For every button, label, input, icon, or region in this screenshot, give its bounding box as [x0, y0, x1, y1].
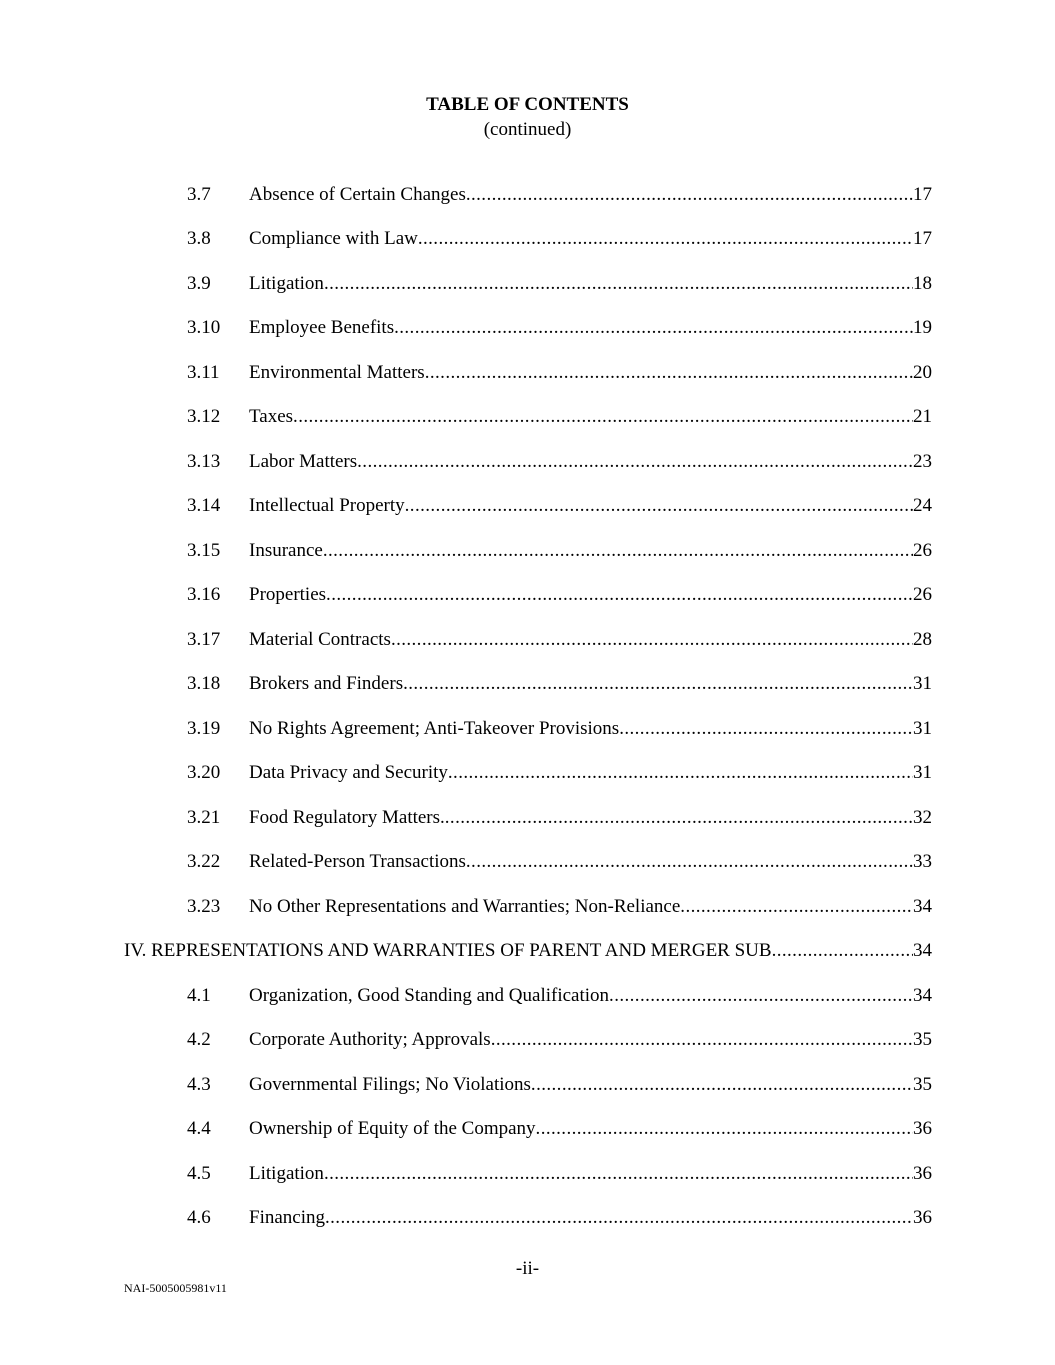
toc-entry-number: 3.8	[187, 228, 211, 249]
toc-entry-page: 31	[913, 718, 932, 739]
toc-entry	[187, 984, 932, 1008]
toc-entry-page: 34	[913, 940, 932, 961]
toc-entry-label: Financing	[249, 1207, 325, 1228]
toc-entry-label: Data Privacy and Security	[249, 762, 448, 783]
toc-subtitle: (continued)	[483, 119, 572, 140]
toc-entry-number: 3.9	[187, 273, 211, 294]
toc-entry-number: 4.5	[187, 1163, 211, 1184]
toc-entry-number: 3.20	[187, 762, 221, 783]
toc-entry-label: Brokers and Finders	[249, 673, 404, 694]
toc-entry	[187, 1073, 932, 1097]
toc-entry-number: 3.14	[187, 495, 221, 516]
toc-entry-page: 34	[913, 985, 932, 1006]
toc-entry-number: 4.1	[187, 985, 211, 1006]
toc-entry-number: 3.13	[187, 451, 221, 472]
toc-entry-label: Environmental Matters	[249, 362, 425, 383]
toc-entry-number: 3.10	[187, 317, 221, 338]
toc-entry-page: 18	[913, 273, 932, 294]
toc-entry	[187, 628, 932, 652]
toc-entry-page: 31	[913, 673, 932, 694]
toc-entry-page: 21	[913, 406, 932, 427]
toc-article-label: IV. REPRESENTATIONS AND WARRANTIES OF PARENT AND MERGER SUB	[124, 940, 772, 961]
toc-entry-page: 36	[913, 1118, 932, 1139]
toc-entry-page: 33	[913, 851, 932, 872]
toc-entry-label: No Rights Agreement; Anti-Takeover Provisions	[249, 718, 620, 739]
toc-entry-label: Food Regulatory Matters.	[249, 807, 445, 828]
toc-entry-page: 23	[913, 451, 932, 472]
toc-entry-number: 3.21	[187, 807, 221, 828]
toc-entry-number: 3.23	[187, 896, 221, 917]
toc-entry-page: 35	[913, 1074, 932, 1095]
toc-entry	[187, 316, 932, 340]
toc-entry-label: Properties	[249, 584, 327, 605]
toc-entry	[187, 895, 932, 919]
toc-entry-page: 36	[913, 1207, 932, 1228]
toc-entry-label: Litigation	[249, 1163, 324, 1184]
toc-entry-page: 28	[913, 629, 932, 650]
toc-entry-label: Employee Benefits	[249, 317, 395, 338]
toc-entry-page: 31	[913, 762, 932, 783]
toc-entry-label: Intellectual Property	[249, 495, 405, 516]
toc-entry-label: Absence of Certain Changes	[249, 184, 466, 205]
toc-entry-number: 3.16	[187, 584, 221, 605]
toc-entry-label: Related-Person Transactions	[249, 851, 466, 872]
toc-entry	[187, 405, 932, 429]
toc-entry-page: 34	[913, 896, 932, 917]
toc-entry	[187, 183, 932, 207]
toc-entry	[187, 494, 932, 518]
document-id: NAI-5005005981v11	[124, 1281, 227, 1295]
toc-entry	[187, 583, 932, 607]
toc-entry-page: 26	[913, 540, 932, 561]
toc-entry-label: Organization, Good Standing and Qualification	[249, 985, 610, 1006]
toc-entry-label: Compliance with Law	[249, 228, 418, 249]
page-number: -ii-	[515, 1258, 540, 1279]
toc-entry	[187, 227, 932, 251]
toc-entry-number: 3.7	[187, 184, 211, 205]
toc-entry-number: 3.17	[187, 629, 221, 650]
toc-entry-label: No Other Representations and Warranties; Non-Reliance	[249, 896, 681, 917]
toc-entry-label: Taxes	[249, 406, 294, 427]
toc-entry-label: Governmental Filings; No Violations	[249, 1074, 531, 1095]
toc-entry	[187, 1028, 932, 1052]
toc-entry	[187, 717, 932, 741]
toc-entry	[187, 806, 932, 830]
toc-entry-label: Corporate Authority; Approvals	[249, 1029, 491, 1050]
toc-entry-label: Labor Matters	[249, 451, 358, 472]
toc-entry	[187, 361, 932, 385]
toc-entry	[187, 450, 932, 474]
toc-entry	[187, 539, 932, 563]
toc-entry-page: 17	[913, 184, 932, 205]
toc-entry	[187, 1162, 932, 1186]
toc-article-entry	[124, 939, 932, 963]
toc-entry-page: 17	[913, 228, 932, 249]
toc-entry-number: 3.22	[187, 851, 221, 872]
toc-entry	[187, 761, 932, 785]
toc-entry-number: 3.11	[187, 362, 220, 383]
toc-entry-page: 24	[913, 495, 932, 516]
toc-entry	[187, 1206, 932, 1230]
toc-entry-page: 26	[913, 584, 932, 605]
toc-entry-number: 3.18	[187, 673, 221, 694]
toc-entry	[187, 850, 932, 874]
toc-entry-number: 4.3	[187, 1074, 211, 1095]
toc-entry-number: 3.15	[187, 540, 221, 561]
toc-entry	[187, 672, 932, 696]
toc-entry	[187, 272, 932, 296]
toc-entry-page: 35	[913, 1029, 932, 1050]
toc-entry-label: Ownership of Equity of the Company	[249, 1118, 536, 1139]
toc-entry	[187, 1117, 932, 1141]
toc-entry-label: Material Contracts	[249, 629, 391, 650]
toc-entry-label: Insurance	[249, 540, 323, 561]
toc-entry-number: 4.6	[187, 1207, 211, 1228]
toc-entry-page: 32	[913, 807, 932, 828]
toc-title: TABLE OF CONTENTS	[426, 94, 629, 115]
toc-entry-number: 4.4	[187, 1118, 211, 1139]
toc-entry-number: 4.2	[187, 1029, 211, 1050]
toc-entry-label: Litigation	[249, 273, 324, 294]
toc-entry-number: 3.19	[187, 718, 221, 739]
toc-entry-number: 3.12	[187, 406, 221, 427]
toc-entry-page: 19	[913, 317, 932, 338]
toc-entry-page: 36	[913, 1163, 932, 1184]
toc-entry-page: 20	[913, 362, 932, 383]
